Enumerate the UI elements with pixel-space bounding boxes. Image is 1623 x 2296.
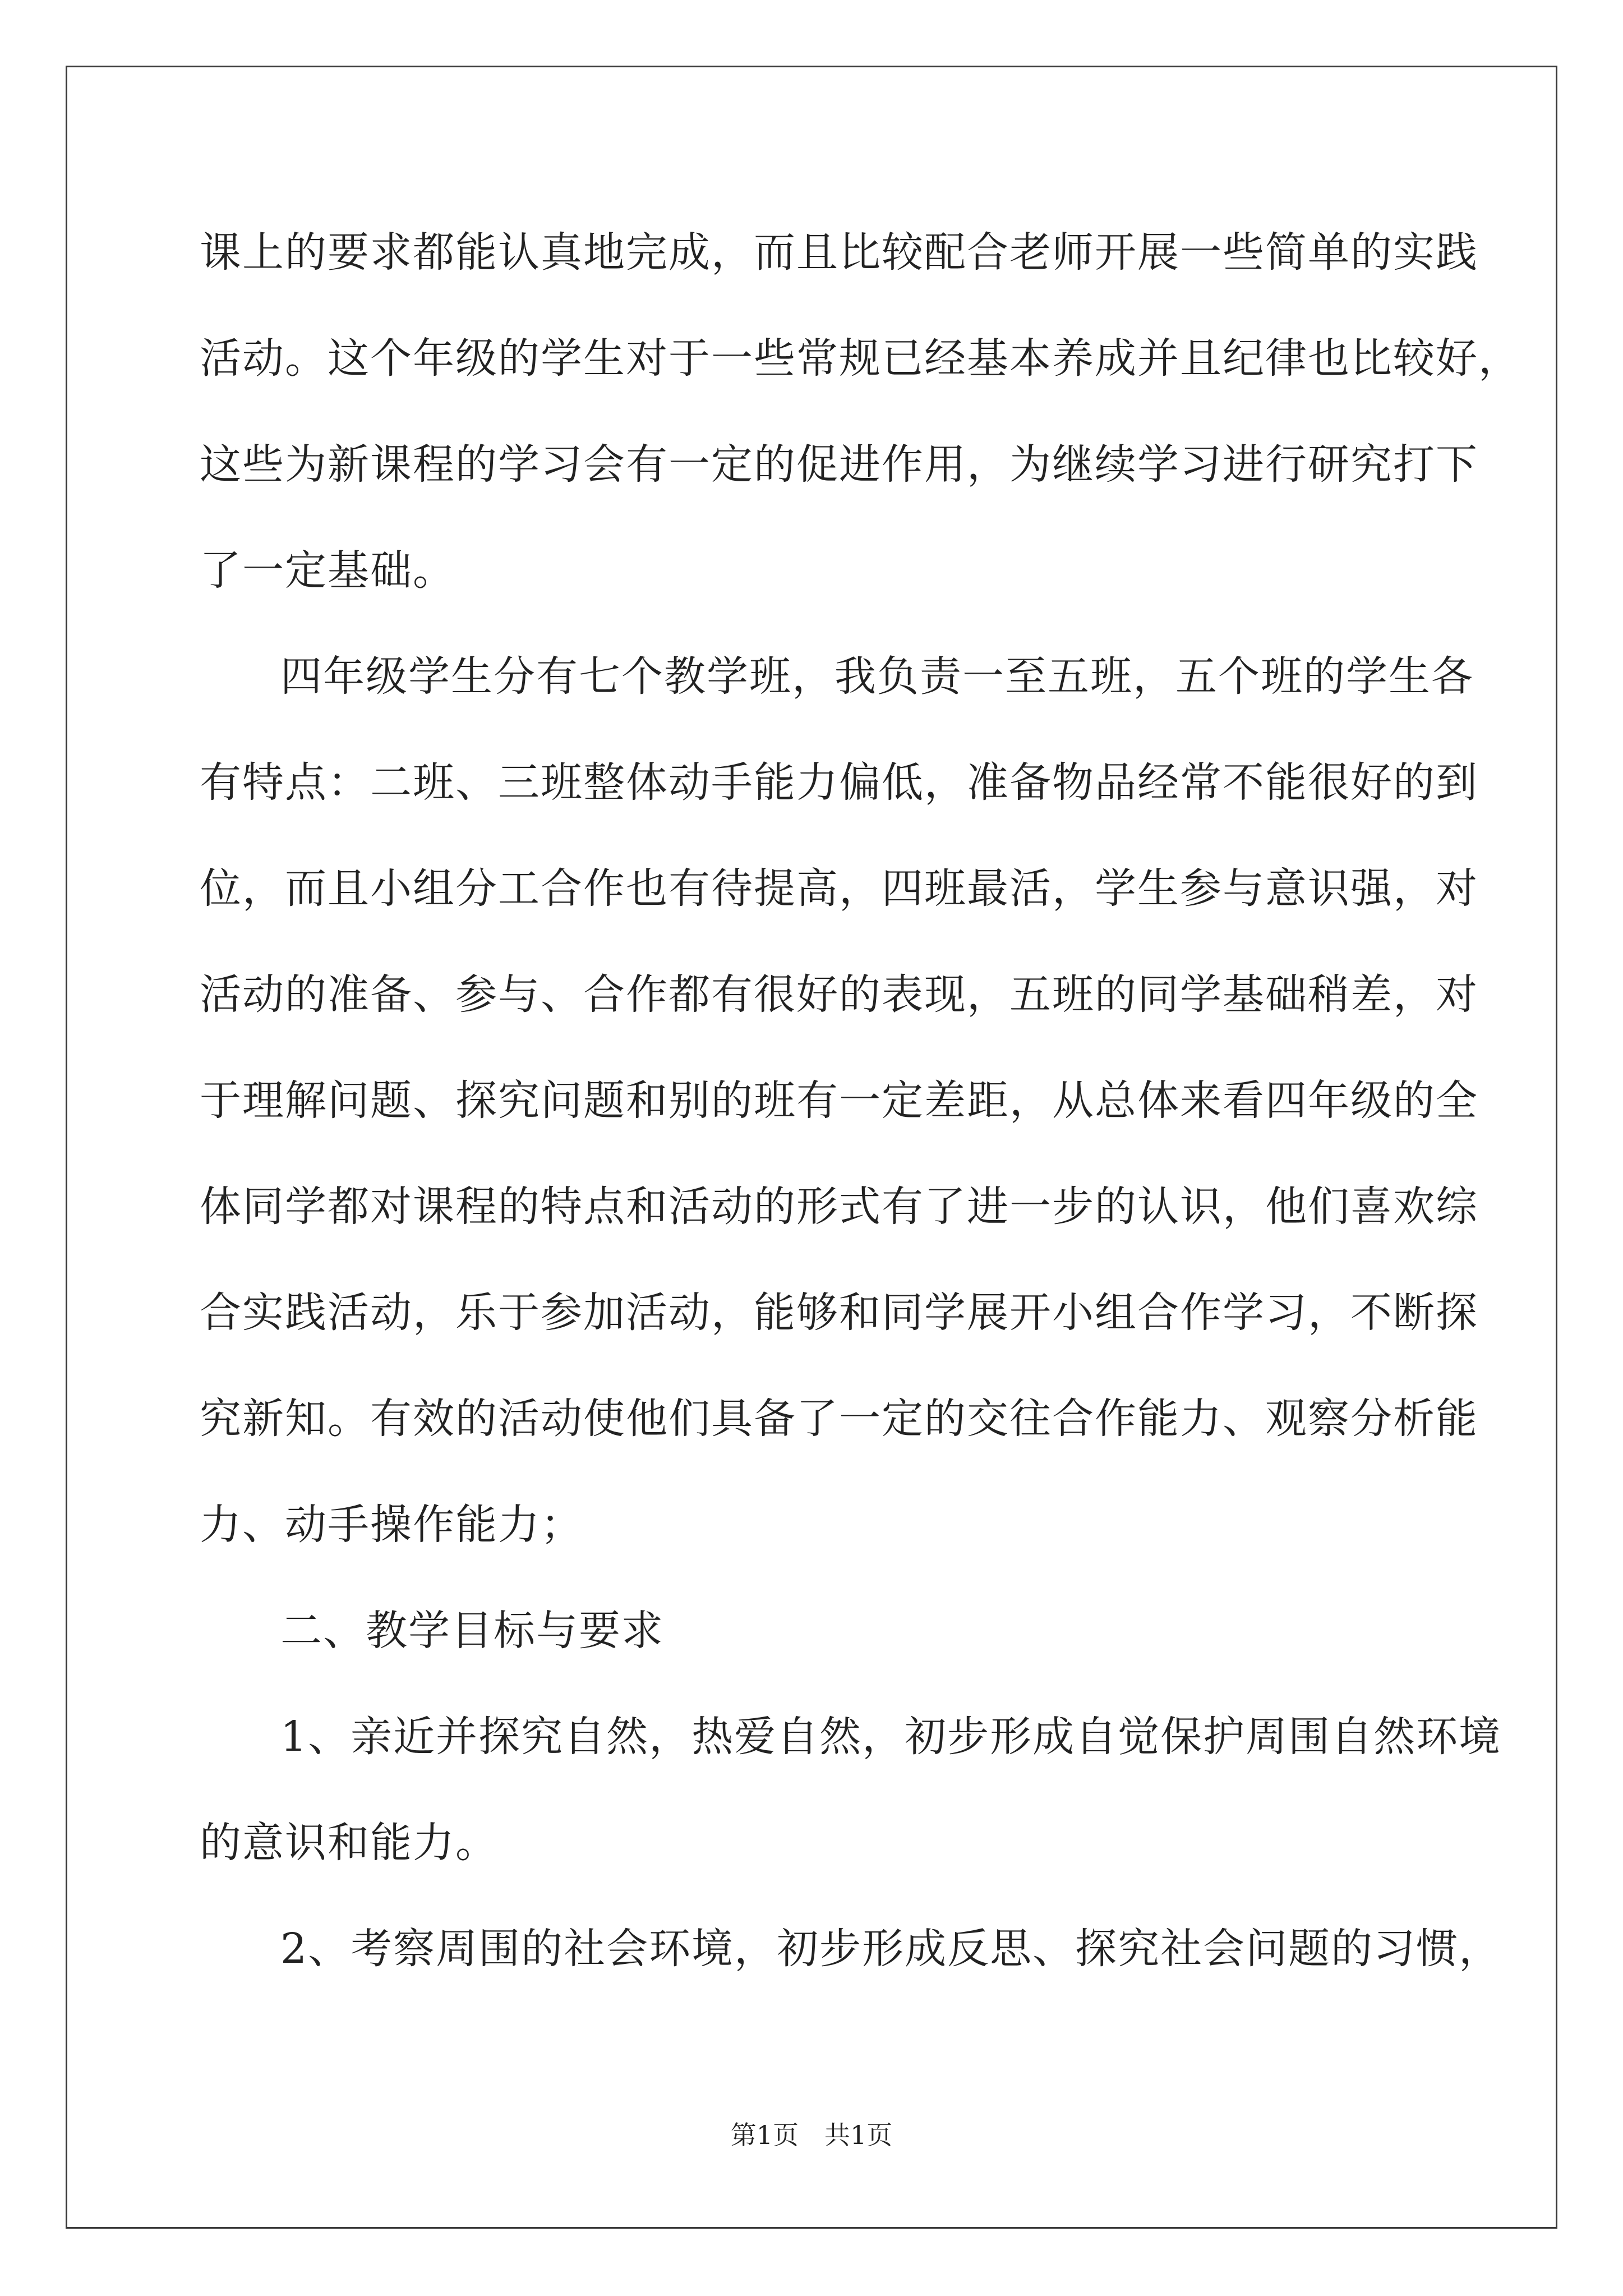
text-line: 的意识和能力。: [200, 1819, 498, 1867]
page-border: [66, 66, 1557, 2229]
text-line: 活动的准备、参与、合作都有很好的表现，五班的同学基础稍差，对: [200, 970, 1478, 1019]
text-line: 2、考察周围的社会环境，初步形成反思、探究社会问题的习惯，: [280, 1925, 1502, 1973]
page-number-footer: 第1页 共1页: [730, 2120, 893, 2150]
text-line: 这些为新课程的学习会有一定的促进作用，为继续学习进行研究打下: [200, 440, 1478, 489]
text-line: 合实践活动，乐于参加活动，能够和同学展开小组合作学习，不断探: [200, 1289, 1478, 1337]
text-line: 有特点：二班、三班整体动手能力偏低，准备物品经常不能很好的到: [200, 758, 1478, 807]
text-line: 究新知。有效的活动使他们具备了一定的交往合作能力、观察分析能: [200, 1395, 1478, 1443]
text-line: 四年级学生分有七个教学班，我负责一至五班，五个班的学生各: [280, 652, 1474, 701]
text-line: 位，而且小组分工合作也有待提高，四班最活，学生参与意识强，对: [200, 864, 1478, 913]
text-line: 课上的要求都能认真地完成，而且比较配合老师开展一些简单的实践: [200, 228, 1478, 277]
text-line: 1、亲近并探究自然，热爱自然，初步形成自觉保护周围自然环境: [280, 1713, 1502, 1761]
text-line: 活动。这个年级的学生对于一些常规已经基本养成并且纪律也比较好，: [200, 334, 1521, 383]
text-line: 体同学都对课程的特点和活动的形式有了进一步的认识，他们喜欢综: [200, 1182, 1478, 1231]
text-line: 于理解问题、探究问题和别的班有一定差距，从总体来看四年级的全: [200, 1076, 1478, 1125]
text-line: 了一定基础。: [200, 546, 455, 595]
section-heading: 二、教学目标与要求: [280, 1607, 664, 1655]
text-line: 力、动手操作能力；: [200, 1501, 583, 1549]
